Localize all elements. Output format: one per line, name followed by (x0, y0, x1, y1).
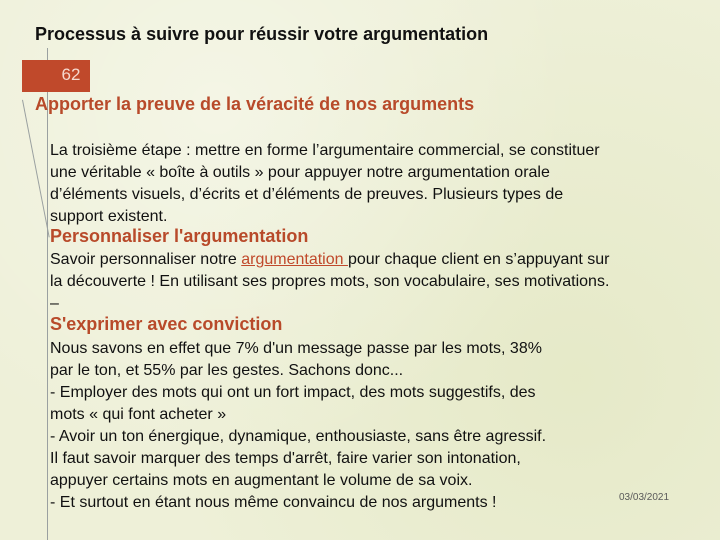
conviction-line: mots « qui font acheter » (50, 406, 227, 423)
section-personnaliser-text (50, 249, 610, 315)
footer-date: 03/03/2021 (619, 492, 670, 503)
conviction-line: Nous savons en effet que 7% d'un message passe par les mots, 38% (50, 340, 542, 357)
argumentation-link[interactable]: argumentation (241, 251, 348, 268)
slide-subtitle: Apporter la preuve de la véracité de nos arguments (35, 94, 475, 114)
conviction-line: - Et surtout en étant nous même convaincu de nos arguments ! (50, 494, 497, 511)
intro-paragraph: La troisième étape : mettre en forme l’argumentaire commercial, se constituer une véritable « boîte à outils » pour appuyer notre argumentation orale d’éléments visuels, d’écrits et d’éléments de preuves. Plusieurs types de support existent. (50, 142, 600, 225)
section-conviction-text (50, 338, 630, 514)
left-vertical-rule (47, 48, 48, 540)
conviction-line: par le ton, et 55% par les gestes. Sachons donc... (50, 362, 404, 379)
conviction-line: Il faut savoir marquer des temps d'arrêt, faire varier son intonation, (50, 450, 521, 467)
section-personnaliser-text-end: pour chaque client en s’appuyant sur la découverte ! En utilisant ses propres mots, son vocabulaire, ses motivations. – (50, 251, 610, 312)
conviction-line: - Employer des mots qui ont un fort impact, des mots suggestifs, des (50, 384, 536, 401)
slide-title: Processus à suivre pour réussir votre argumentation (35, 24, 489, 44)
section-personnaliser-text-start: Savoir personnaliser notre (50, 251, 242, 268)
conviction-line: - Avoir un ton énergique, dynamique, enthousiaste, sans être agressif. (50, 428, 547, 445)
section-heading-conviction: S'exprimer avec conviction (50, 314, 283, 334)
conviction-line: appuyer certains mots en augmentant le volume de sa voix. (50, 472, 473, 489)
page-number: 62 (61, 65, 81, 84)
section-heading-personnaliser: Personnaliser l'argumentation (50, 226, 309, 246)
